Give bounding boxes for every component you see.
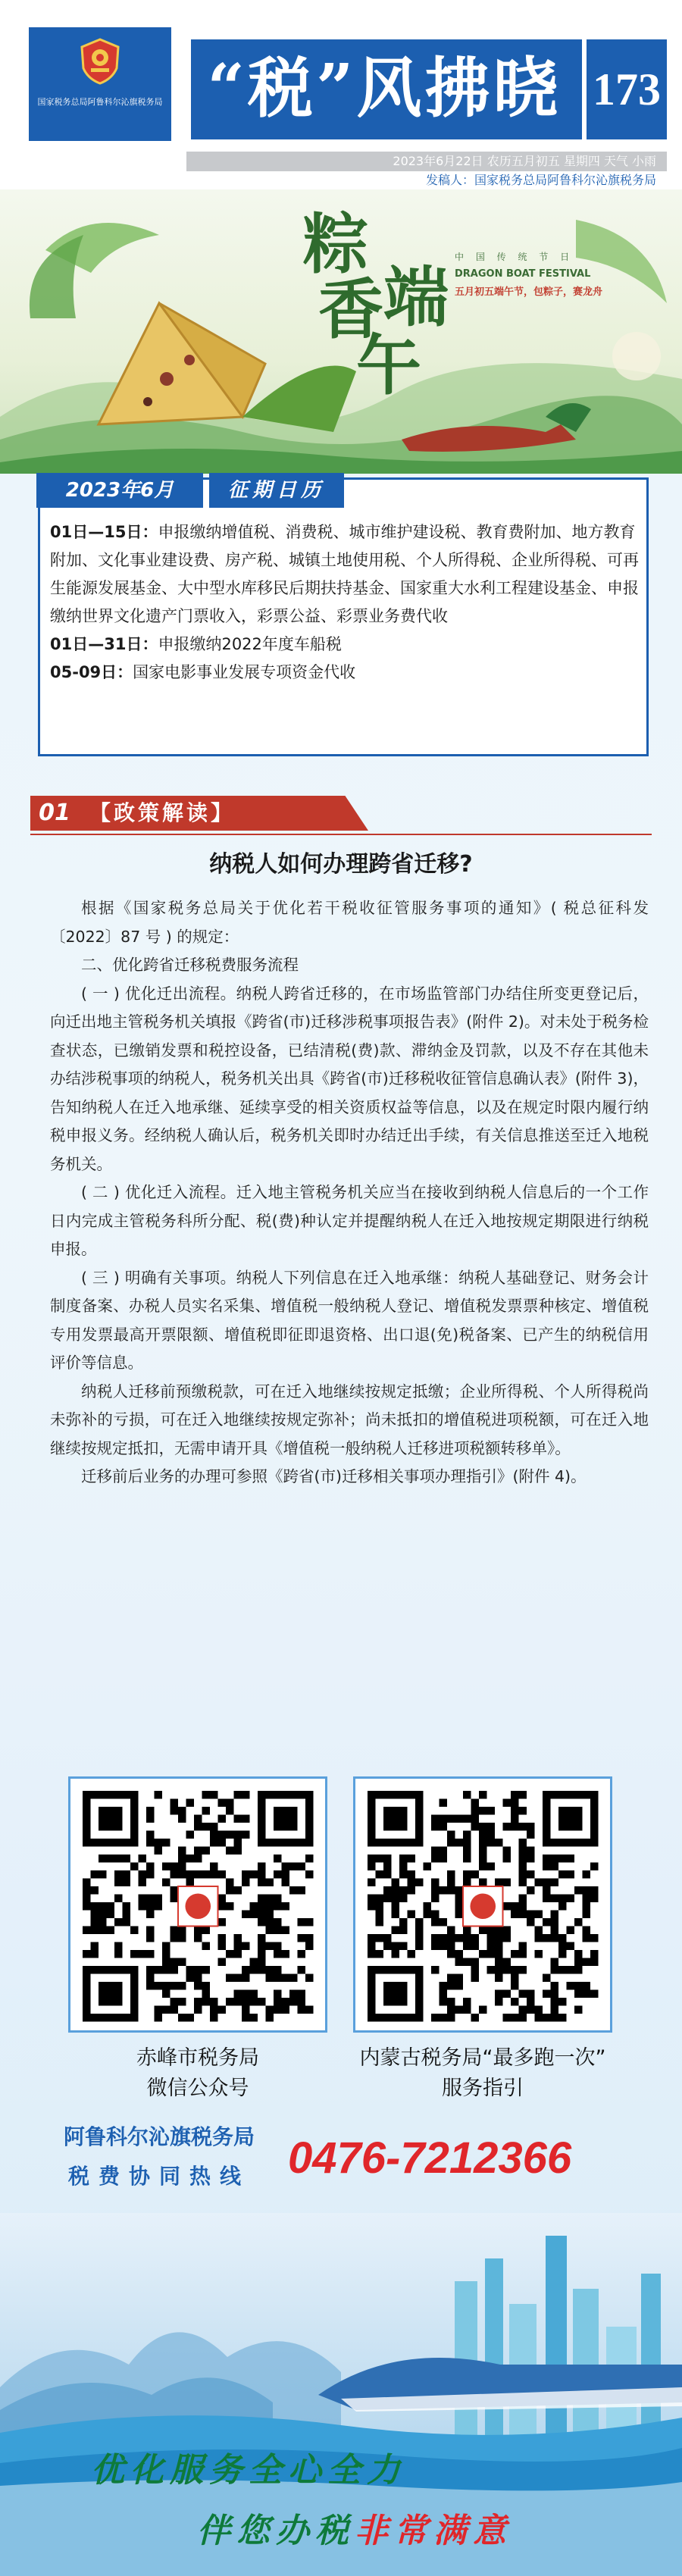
masthead (0, 0, 682, 189)
article-paragraph: ( 二 ) 优化迁入流程。迁入地主管税务机关应当在接收到纳税人信息后的一个工作日内完成主管税务科所分配、税(费)种认定并提醒纳税人在迁入地按规定期限进行纳税申报。 (50, 1183, 649, 1258)
calendar-item (50, 518, 643, 631)
footer-slogan (197, 2509, 667, 2554)
hotline-number[interactable]: 0476-7212366 (288, 2133, 572, 2183)
festival-date-note: 五月初五端午节，包粽子，赛龙舟 (455, 286, 603, 298)
article-paragraph: ( 一 ) 优化迁出流程。纳税人跨省迁移的，在市场监管部门办结住所变更登记后，向迁出地主管税务机关填报《跨省(市)迁移涉税事项报告表》(附件 2)。对未处于税务检查状态，已缴销发票和税控设备，已结清税(费)款、滞纳金及罚款，以及不存在其他未办结涉税事项的纳税人，税务机关出具《跨省(市)迁移税收征管信息确认表》(附件 3)，告知纳税人在迁入地承继、延续享受的相关资质权益等信息，以及在规定时限内履行纳税申报义务。经纳税人确认后，税务机关即时办结迁出手续，有关信息推送至迁入地税务机关。 (50, 984, 649, 1173)
issue-number: 173 (593, 64, 661, 114)
calendar-item (50, 631, 643, 659)
article-title: 纳税人如何办理跨省迁移? (209, 851, 473, 878)
qr-label (353, 2043, 612, 2104)
footer-slogan: 优化服务全心全力 (91, 2451, 406, 2490)
article-paragraph: 迁移前后业务的办理可参照《跨省(市)迁移相关事项办理指引》(附件 4)。 (81, 1467, 587, 1485)
qr-label (68, 2043, 327, 2104)
qr-code-icon[interactable] (363, 1786, 602, 2023)
qr-label-line: 内蒙古税务局“最多跑一次” (359, 2046, 606, 2070)
calendar-title: 征期日历 (209, 473, 344, 508)
article-body (50, 894, 649, 1491)
qr-label-line: 微信公众号 (146, 2077, 249, 2100)
qr-label-line: 赤峰市税务局 (136, 2046, 259, 2070)
qr-card-service-guide[interactable] (353, 1776, 612, 2033)
calendar-item (50, 659, 643, 687)
festival-char: 粽 (303, 206, 368, 283)
publisher-line: 发稿人：国家税务总局阿鲁科尔沁旗税务局 (425, 173, 656, 187)
section-number: 01 (30, 796, 79, 831)
qr-card-wechat[interactable] (68, 1776, 327, 2033)
festival-char: 香 (318, 271, 383, 348)
hotline-label: 税费协同热线 (67, 2164, 250, 2189)
calendar-item-text: 申报缴纳增值税、消费税、城市维护建设税、教育费附加、地方教育附加、文化事业建设费、房产税、城镇土地使用税、个人所得税、企业所得税、可再生能源发展基金、大中型水库移民后期扶持基金、国家重大水利工程建设基金、申报缴纳世界文化遗产门票收入，彩票公益、彩票业务费代收 (50, 523, 639, 625)
festival-subtitle: 中 国 传 统 节 日 (455, 252, 574, 262)
hotline-org: 阿鲁科尔沁旗税务局 (63, 2124, 255, 2149)
org-logo (29, 27, 171, 141)
qr-code-icon[interactable] (78, 1786, 318, 2023)
tax-emblem-icon (79, 38, 121, 85)
festival-title (303, 206, 449, 404)
calendar-item-text: 申报缴纳2022年度车船税 (158, 635, 342, 653)
newsletter-title: “税”风拂晓 (207, 50, 562, 127)
festival-subtitle-en: DRAGON BOAT FESTIVAL (455, 268, 591, 280)
qr-label-line: 服务指引 (442, 2077, 524, 2100)
section-divider (30, 834, 652, 835)
date-line: 2023年6月22日 农历五月初五 星期四 天气 小雨 (186, 152, 667, 171)
festival-banner (0, 189, 682, 474)
article-paragraph: ( 三 ) 明确有关事项。纳税人下列信息在迁入地承继：纳税人基础登记、财务会计制度备案、办税人员实名采集、增值税一般纳税人登记、增值税发票票种核定、增值税专用发票最高开票限额、增值税即征即退资格、出口退(免)税备案、已产生的纳税信用评价等信息。 (50, 1268, 649, 1372)
article-paragraph: 纳税人迁移前预缴税款，可在迁入地继续按规定抵缴；企业所得税、个人所得税尚未弥补的亏损，可在迁入地继续按规定弥补；尚未抵扣的增值税进项税额，可在迁入地继续按规定抵扣，无需申请开具《增值税一般纳税人迁移进项税额转移单》。 (50, 1382, 649, 1457)
calendar-item-range: 01日—15日： (50, 523, 158, 541)
calendar-year-month: 2023年6月 (36, 473, 203, 508)
article-paragraph: 根据《国家税务总局关于优化若干税收征管服务事项的通知》( 税总征科发〔2022〕87 号 ) 的规定： (50, 899, 649, 946)
festival-char: 端 (383, 259, 449, 336)
festival-char: 午 (356, 327, 421, 404)
footer-slogan-highlight: 非常满意 (355, 2512, 512, 2550)
section-title: 【政策解读】 (89, 800, 236, 825)
article-paragraph: 二、优化跨省迁移税费服务流程 (81, 956, 299, 974)
calendar-item-range: 01日—31日： (50, 635, 158, 653)
calendar-items (50, 518, 643, 687)
calendar-item-text: 国家电影事业发展专项资金代收 (133, 663, 356, 681)
footer-slogan-part: 伴您办税 (197, 2512, 355, 2550)
calendar-item-range: 05-09日： (50, 663, 133, 681)
org-logo-text: 国家税务总局阿鲁科尔沁旗税务局 (37, 97, 163, 107)
